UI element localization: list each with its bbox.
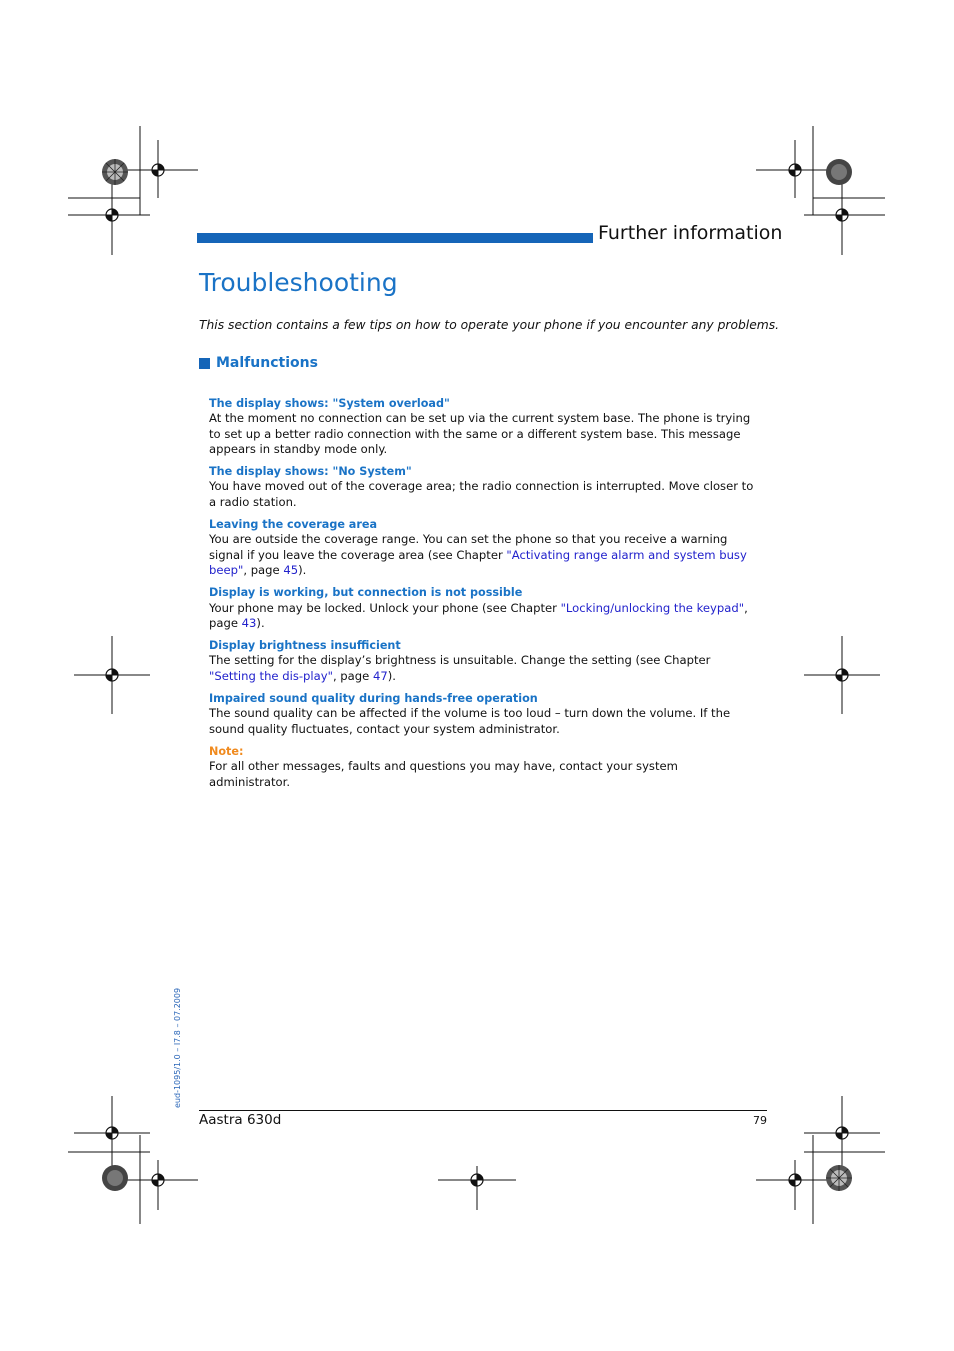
item-text-part: , page: [209, 600, 748, 630]
note-text: For all other messages, faults and questions you may have, contact your system administrator.: [209, 759, 678, 789]
item-title: Leaving the coverage area: [209, 518, 378, 532]
chapter-title: Further information: [598, 222, 783, 244]
document-code: eud-1095/1.0 – I7.8 – 07.2009: [173, 987, 182, 1108]
page-title: Troubleshooting: [199, 268, 398, 297]
item-text-part: ).: [387, 668, 396, 683]
page-link[interactable]: 47: [372, 668, 388, 683]
chapter-link[interactable]: "Setting the dis-play": [209, 668, 333, 683]
item-text-part: Your phone may be locked. Unlock your phone (see Chapter: [209, 600, 561, 615]
section-title: Malfunctions: [216, 355, 318, 371]
item-text: The sound quality can be affected if the volume is too loud – turn down the volume. If the sound quality fluctuates, contact your system administrator.: [209, 706, 731, 736]
footer-product: Aastra 630d: [199, 1112, 282, 1128]
item-text-part: , page: [243, 562, 284, 577]
item-text-part: You are outside the coverage range. You can set the phone so that you receive a warning signal if you leave the coverage area (see Chapter: [209, 532, 728, 562]
item-title: Impaired sound quality during hands-free operation: [209, 692, 538, 706]
intro-text: This section contains a few tips on how to operate your phone if you encounter any problems.: [199, 318, 780, 332]
item-title: Display is working, but connection is not possible: [209, 586, 523, 600]
note-title: Note:: [209, 744, 244, 758]
item-title: Display brightness insufficient: [209, 639, 401, 653]
page-link[interactable]: 45: [283, 562, 299, 577]
item-text-part: The setting for the display’s brightness is unsuitable. Change the setting (see Chapter: [209, 653, 711, 668]
chapter-link[interactable]: "Activating range alarm and system busy beep": [209, 547, 747, 577]
page-link[interactable]: 43: [241, 615, 257, 630]
item-text-part: ).: [256, 615, 265, 630]
item-title: The display shows: "System overload": [209, 397, 450, 410]
item-text: At the moment no connection can be set up via the current system base. The phone is trying to set up a better radio connection with the same or a different system base. This message appears in standby mode only.: [209, 411, 751, 456]
item-text-part: ).: [298, 562, 307, 577]
item-text: You have moved out of the coverage area; the radio connection is interrupted. Move closer to a radio station.: [209, 479, 754, 509]
chapter-link[interactable]: "Locking/unlocking the keypad": [560, 600, 745, 615]
page-number: 79: [753, 1114, 767, 1127]
item-text-part: , page: [332, 668, 373, 683]
item-title: The display shows: "No System": [209, 465, 412, 479]
